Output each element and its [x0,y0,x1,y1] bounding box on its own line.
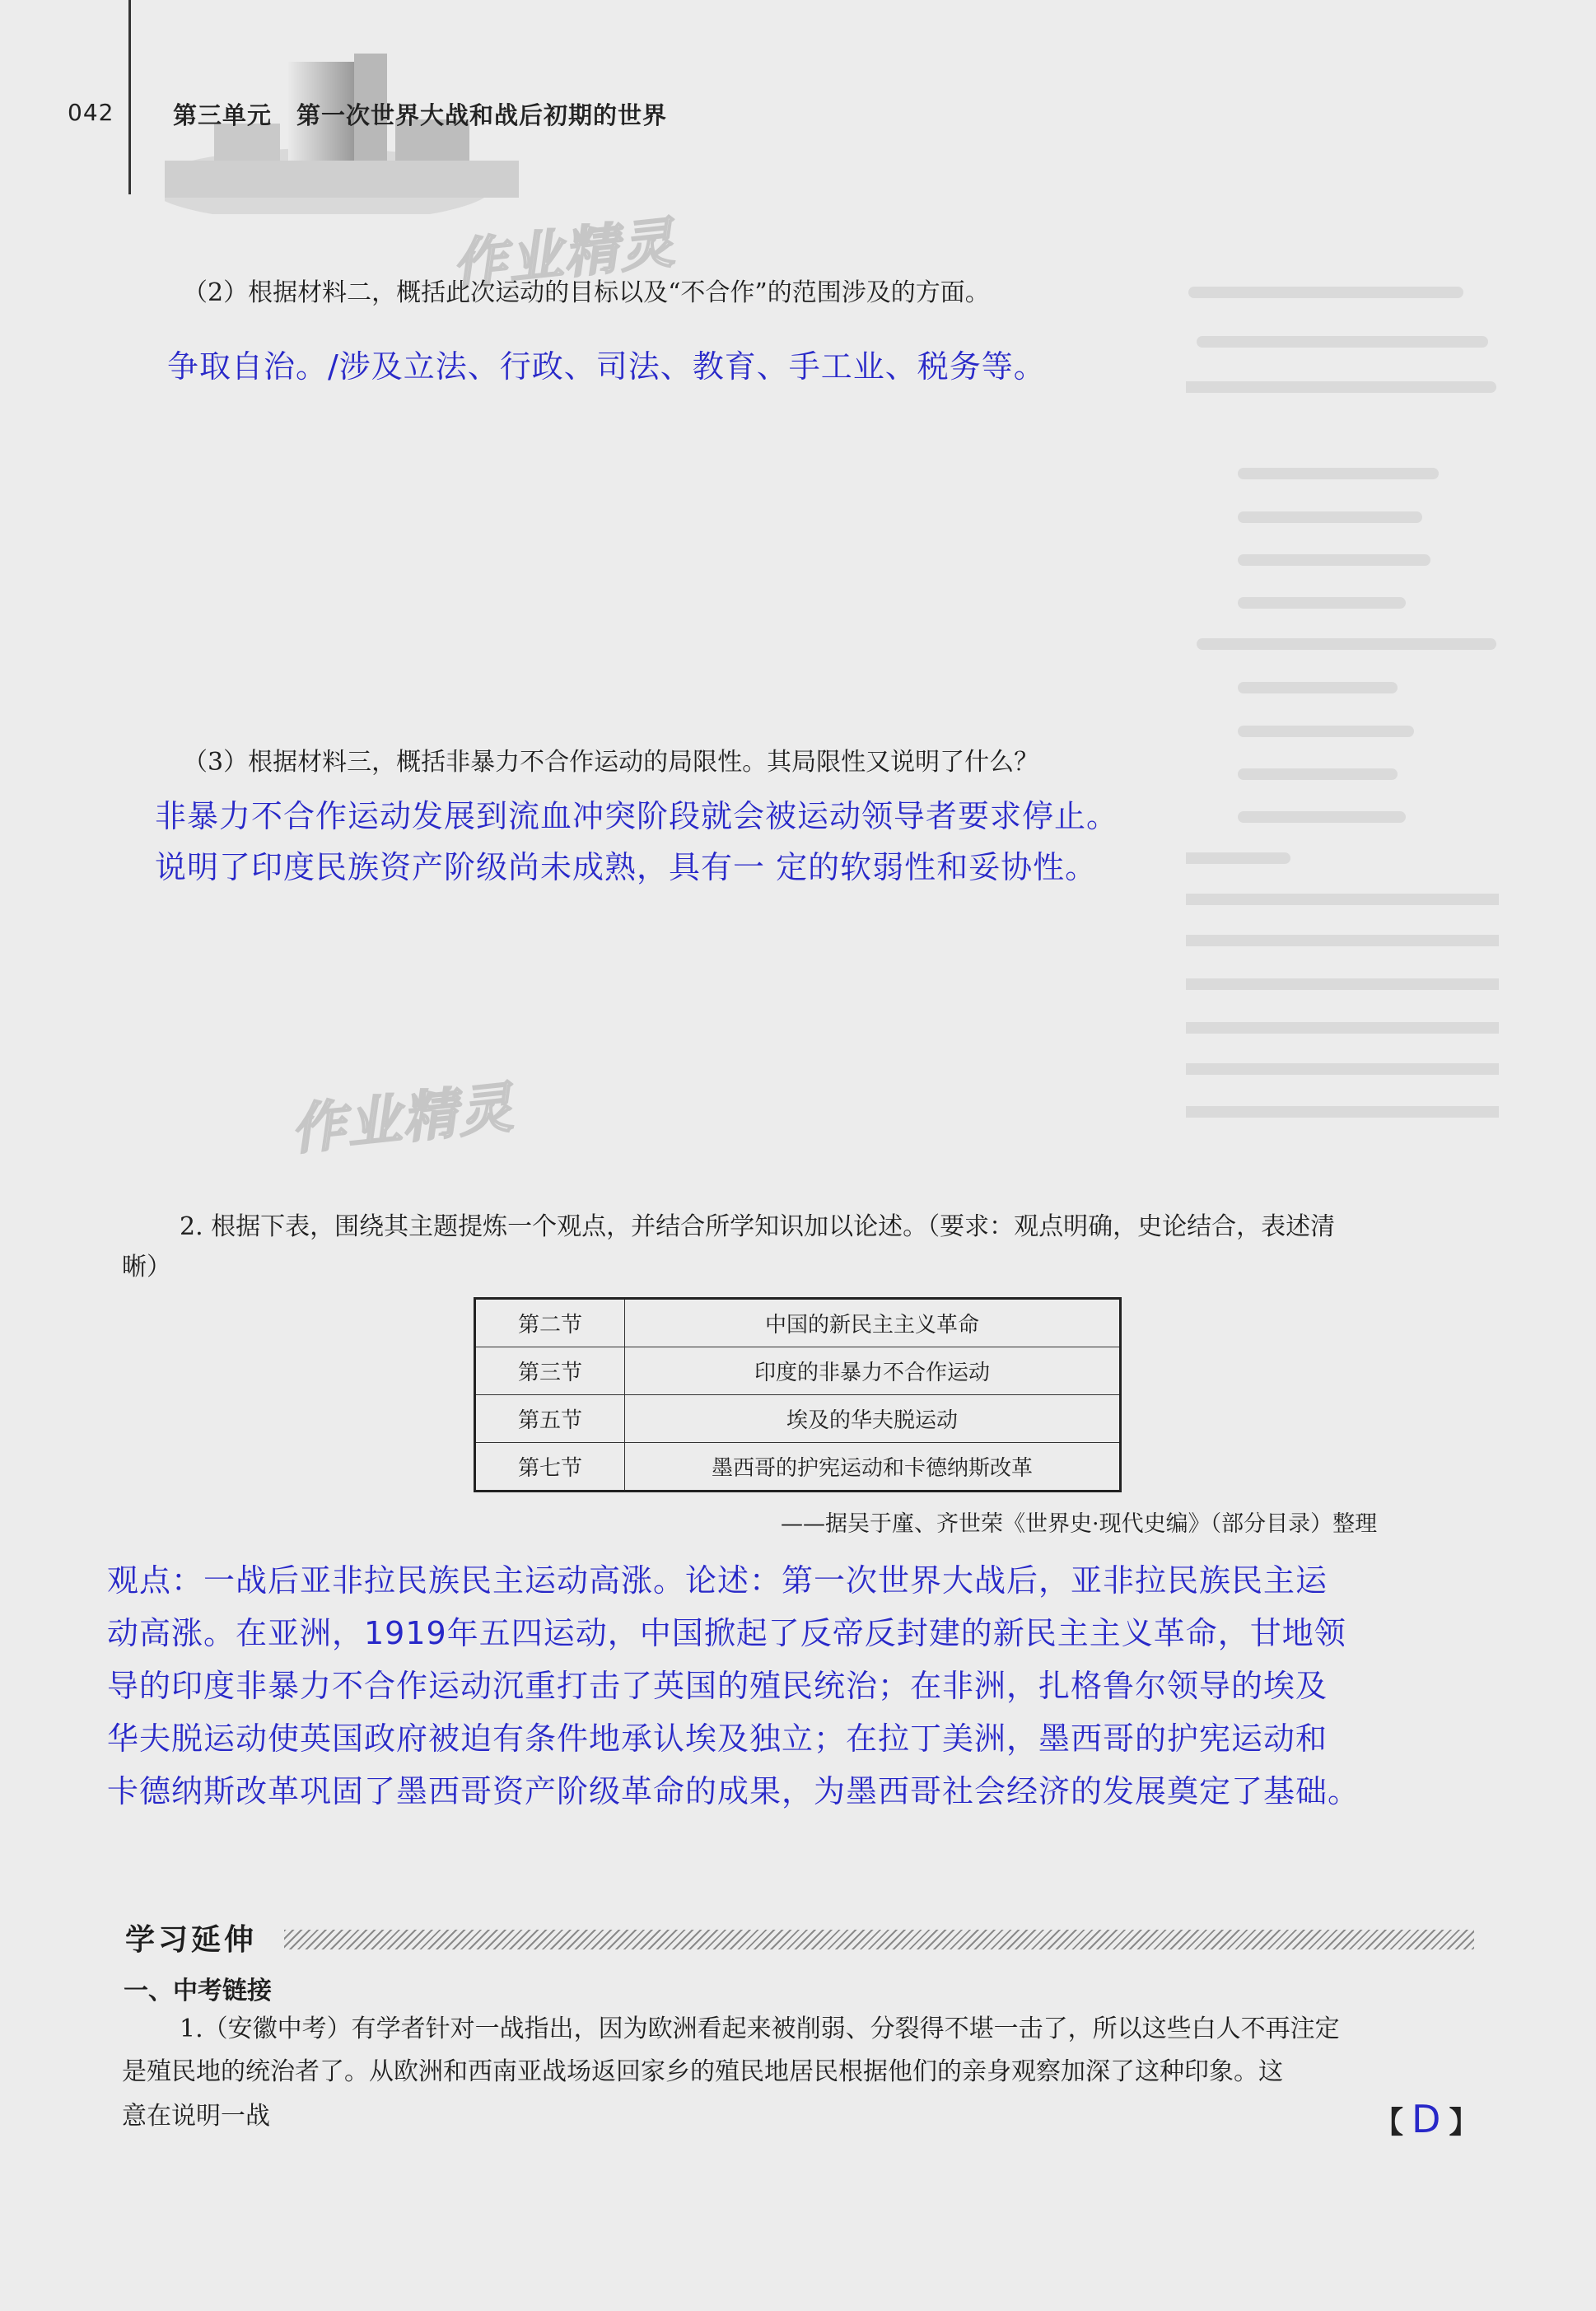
answer-choice: D [1412,2097,1441,2141]
exam-question-line: 意在说明一战 [122,2102,270,2131]
question-2-2-prompt: （2）根据材料二，概括此次运动的目标以及“不合作”的范围涉及的方面。 [183,278,990,307]
section-title: 学习延伸 [125,1923,258,1957]
exam-question-line: 1.（安徽中考）有学者针对一战指出，因为欧洲看起来被削弱、分裂得不堪一击了，所以这些白人不再注定 [180,2015,1340,2043]
watermark: 作业精灵 [449,210,679,297]
question-2-3-answer-line: 说明了印度民族资产阶级尚未成熟，具有一 定的软弱性和妥协性。 [155,849,1098,885]
table-row [475,1299,1121,1347]
table-cell-topic: 中国的新民主主义革命 [625,1299,1121,1347]
table-cell-section: 第三节 [475,1347,625,1395]
subsection-title: 一、中考链接 [124,1977,272,2005]
table-cell-section: 第二节 [475,1299,625,1347]
table-cell-section: 第五节 [475,1395,625,1443]
contents-table [474,1297,1122,1492]
table-row [475,1443,1121,1492]
question-2-prompt: 2. 根据下表，围绕其主题提炼一个观点，并结合所学知识加以论述。（要求：观点明确，史论结合，表述清 [180,1212,1336,1241]
table-row [475,1347,1121,1395]
question-2-answer-line: 观点：一战后亚非拉民族民主运动高涨。论述：第一次世界大战后，亚非拉民族民主运 [107,1562,1328,1599]
table-cell-topic: 埃及的华夫脱运动 [625,1395,1121,1443]
answer-bracket [1374,2097,1478,2141]
question-2-2-answer: 争取自治。/涉及立法、行政、司法、教育、手工业、税务等。 [167,348,1046,385]
question-2-3-prompt: （3）根据材料三，概括非暴力不合作运动的局限性。其局限性又说明了什么？ [183,748,1039,777]
question-2-3-answer-line: 非暴力不合作运动发展到流血冲突阶段就会被运动领导者要求停止。 [155,798,1119,834]
question-2-answer-line: 华夫脱运动使英国政府被迫有条件地承认埃及独立；在拉丁美洲，墨西哥的护宪运动和 [107,1720,1328,1757]
table-cell-topic: 印度的非暴力不合作运动 [625,1347,1121,1395]
bracket-close: 】 [1449,2106,1479,2140]
table-row [475,1395,1121,1443]
question-2-answer-line: 卡德纳斯改革巩固了墨西哥资产阶级革命的成果，为墨西哥社会经济的发展奠定了基础。 [107,1773,1360,1809]
exam-question-line: 是殖民地的统治者了。从欧洲和西南亚战场返回家乡的殖民地居民根据他们的亲身观察加深了这种印象。这 [122,2057,1283,2086]
table-cell-section: 第七节 [475,1443,625,1492]
page-number: 042 [68,99,114,126]
question-2-answer-line: 导的印度非暴力不合作运动沉重打击了英国的殖民统治；在非洲，扎格鲁尔领导的埃及 [107,1668,1328,1704]
question-2-prompt: 晰） [122,1253,171,1282]
table-cell-topic: 墨西哥的护宪运动和卡德纳斯改革 [625,1443,1121,1492]
unit-title: 第三单元 第一次世界大战和战后初期的世界 [173,101,668,129]
header-divider [128,0,131,194]
bleed-through-marks [1186,272,1499,1301]
table-source: ——据吴于廑、齐世荣《世界史·现代史编》（部分目录）整理 [781,1511,1378,1537]
section-title-hatch-bar [284,1930,1474,1949]
bracket-open: 【 [1374,2106,1404,2140]
watermark: 作业精灵 [287,1075,517,1162]
question-2-answer-line: 动高涨。在亚洲，1919年五四运动，中国掀起了反帝反封建的新民主主义革命，甘地领 [107,1615,1346,1651]
